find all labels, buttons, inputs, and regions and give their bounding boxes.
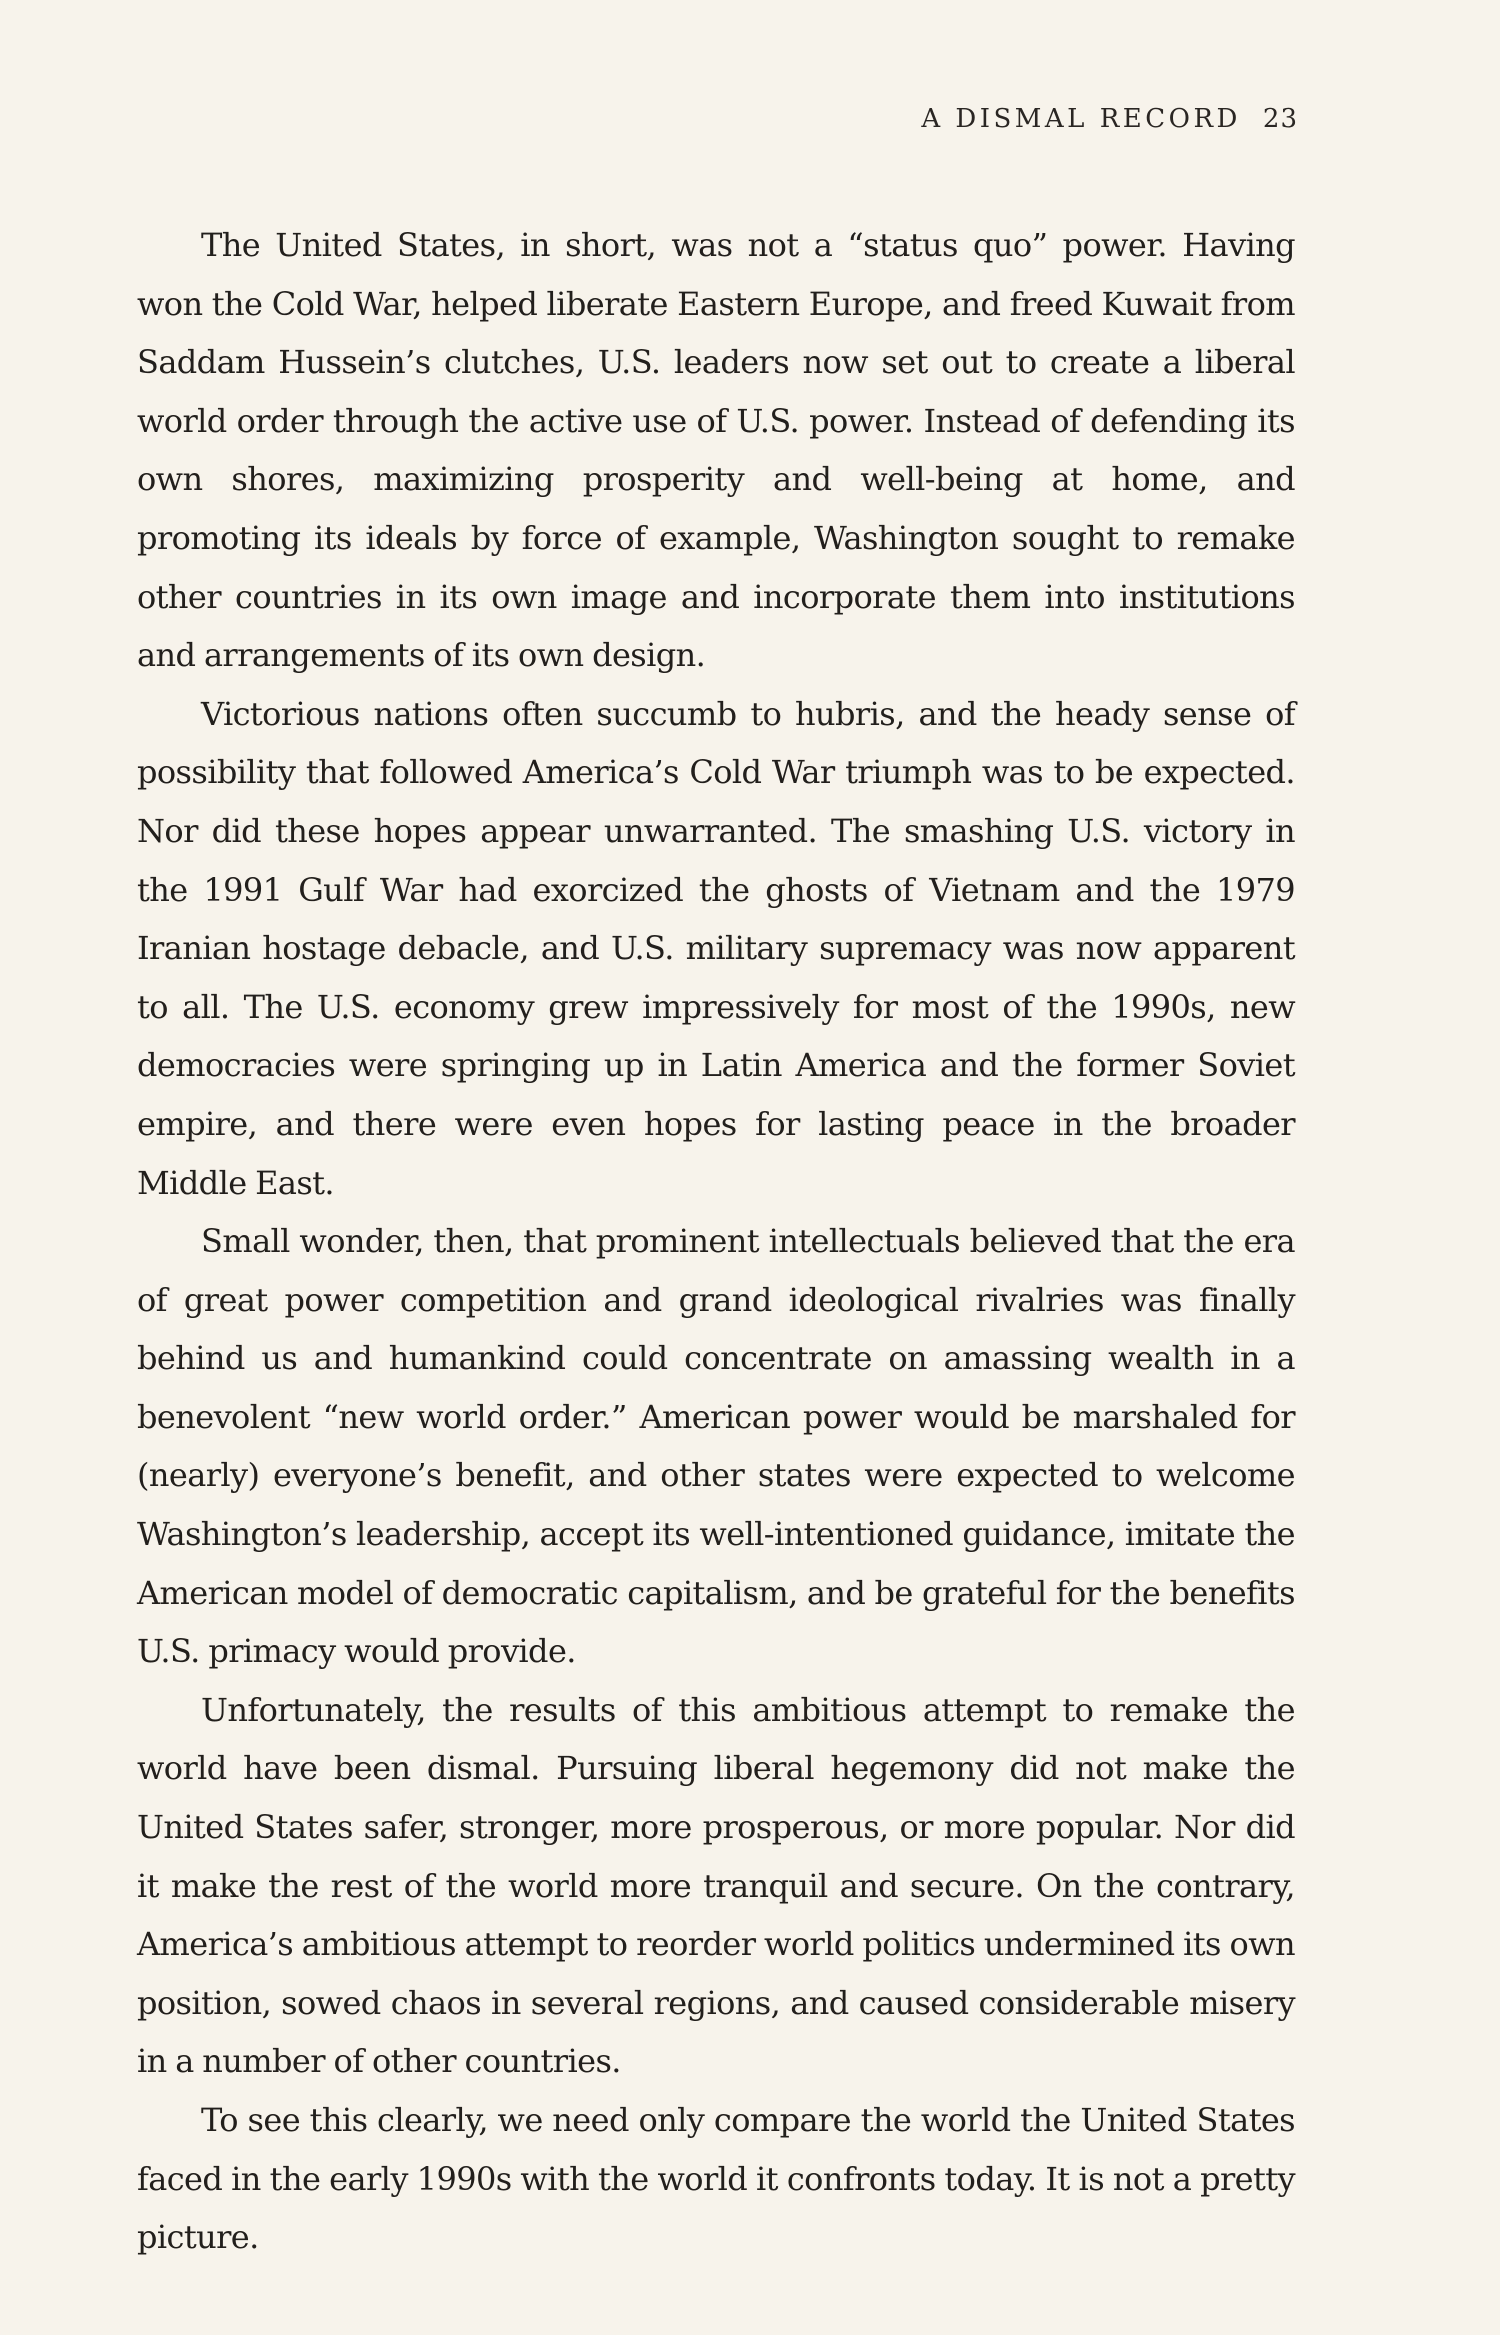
paragraph-3: Small wonder, then, that prominent intellectuals believed that the era of great power competition and grand ideological rivalries was finally behind us and humankind could concentrate on amassing wealth in a benevolent “new world order.” American power would be marshaled for (nearly) everyone’s benefit, and other states were expected to welcome Washington’s leadership, accept its well-intentioned guidance, imitate the American model of democratic capitalism, and be grateful for the benefits U.S. primacy would provide.	[137, 1222, 1295, 1671]
paragraph-1: The United States, in short, was not a “status quo” power. Having won the Cold War, helped liberate Eastern Europe, and freed Kuwait from Saddam Hussein’s clutches, U.S. leaders now set out to create a liberal world order through the active use of U.S. power. Instead of defending its own shores, maximizing prosperity and well-being at home, and promoting its ideals by force of example, Washington sought to remake other countries in its own image and incorporate them into institutions and arrangements of its own design.	[137, 226, 1295, 675]
paragraph-2: Victorious nations often succumb to hubris, and the heady sense of possibility that followed America’s Cold War triumph was to be expected. Nor did these hopes appear unwarranted. The smashing U.S. victory in the 1991 Gulf War had exorcized the ghosts of Vietnam and the 1979 Iranian hostage debacle, and U.S. military supremacy was now apparent to all. The U.S. economy grew impressively for most of the 1990s, new democracies were springing up in Latin America and the former Soviet empire, and there were even hopes for lasting peace in the broader Middle East.	[137, 694, 1295, 1202]
paragraph-5: To see this clearly, we need only compare the world the United States faced in the early 1990s with the world it confronts today. It is not a pretty picture.	[137, 2101, 1295, 2257]
body-text	[137, 216, 1295, 2267]
paragraph-4: Unfortunately, the results of this ambitious attempt to remake the world have been dismal. Pursuing liberal hegemony did not make the United States safer, stronger, more prosperous, or more popular. Nor did it make the rest of the world more tranquil and secure. On the contrary, America’s ambitious attempt to reorder world politics undermined its own position, sowed chaos in several regions, and caused considerable misery in a number of other countries.	[137, 1690, 1295, 2081]
page-number: 23	[1262, 104, 1298, 134]
running-head	[921, 104, 1298, 134]
chapter-title: A DISMAL RECORD	[921, 104, 1241, 134]
